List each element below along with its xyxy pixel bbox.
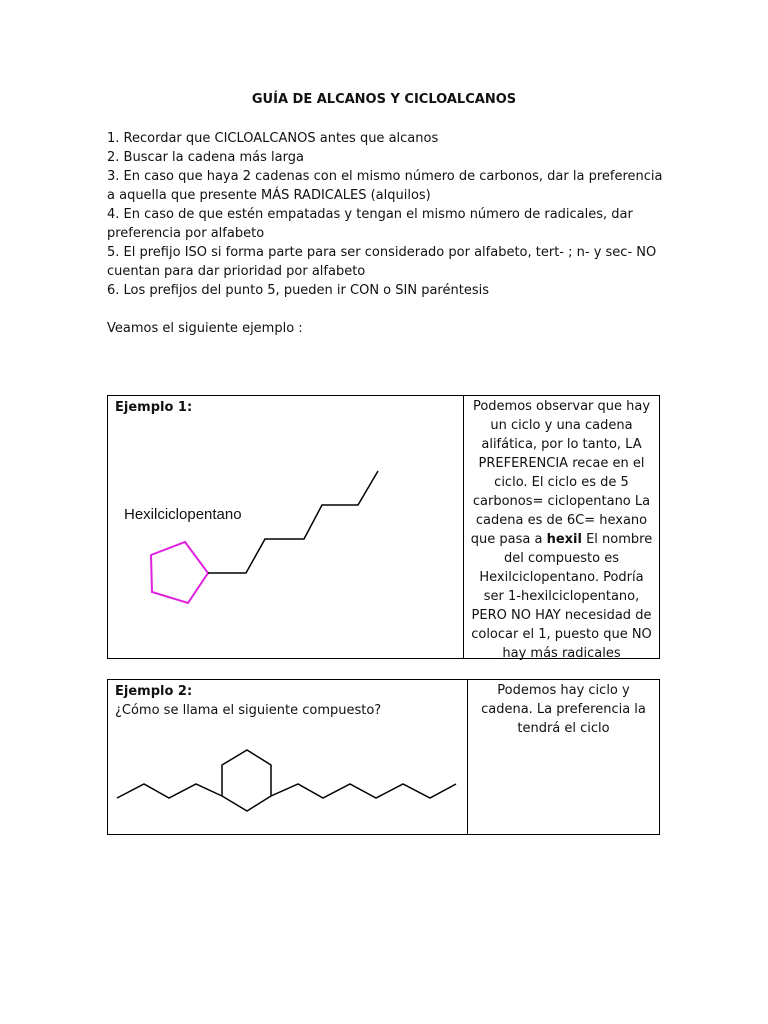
- left-chain: [117, 784, 222, 798]
- document-title: GUÍA DE ALCANOS Y CICLOALCANOS: [251, 92, 517, 107]
- right-chain: [271, 784, 456, 798]
- hexyl-chain: [208, 471, 378, 573]
- example-1-description: Podemos observar que hay un ciclo y una cadena alifática, por lo tanto, LA PREFERENCIA recae en el ciclo. El ciclo es de 5 carbonos= ciclopentano La cadena es de 6C= hexano que pasa a hexil El nombre del compuesto es Hexilciclopentano. Podría ser 1-hexilciclopentano, PERO NO HAY necesidad de colocar el 1, puesto que NO hay más radicales: [470, 399, 653, 661]
- example-1-table: [107, 395, 660, 659]
- cyclopentane-ring: [151, 542, 208, 603]
- rule-3: 3. En caso que haya 2 cadenas con el mismo número de carbonos, dar la preferencia a aquella que presente MÁS RADICALES (alquilos): [107, 169, 663, 203]
- hexylcyclopentane-structure: [108, 396, 463, 660]
- intro-text: Veamos el siguiente ejemplo :: [107, 321, 303, 336]
- cyclohexane-ring: [222, 750, 271, 811]
- rules-list: [107, 129, 667, 300]
- example-2-heading: Ejemplo 2: ¿Cómo se llama el siguiente compuesto?: [115, 684, 382, 718]
- example-1-heading: Ejemplo 1:: [115, 400, 193, 415]
- example-2-description: Podemos hay ciclo y cadena. La preferencia la tendrá el ciclo: [481, 683, 646, 736]
- example-1-description-cell: [464, 396, 659, 661]
- rule-2: 2. Buscar la cadena más larga: [107, 150, 304, 165]
- molecule-label: Hexilciclopentano: [124, 506, 242, 523]
- example-2-structure-cell: [108, 680, 468, 834]
- rule-4: 4. En caso de que estén empatadas y tengan el mismo número de radicales, dar preferencia por alfabeto: [107, 207, 633, 241]
- example-2-description-cell: [468, 680, 659, 834]
- example-2-table: [107, 679, 660, 835]
- rule-6: 6. Los prefijos del punto 5, pueden ir CON o SIN paréntesis: [107, 283, 489, 298]
- example-1-structure-cell: [108, 396, 464, 658]
- example-2-question: ¿Cómo se llama el siguiente compuesto?: [115, 703, 382, 718]
- rule-5: 5. El prefijo ISO si forma parte para ser considerado por alfabeto, tert- ; n- y sec- NO cuentan para dar prioridad por alfabeto: [107, 245, 657, 279]
- rule-1: 1. Recordar que CICLOALCANOS antes que alcanos: [107, 131, 439, 146]
- example-2-structure: [108, 680, 467, 836]
